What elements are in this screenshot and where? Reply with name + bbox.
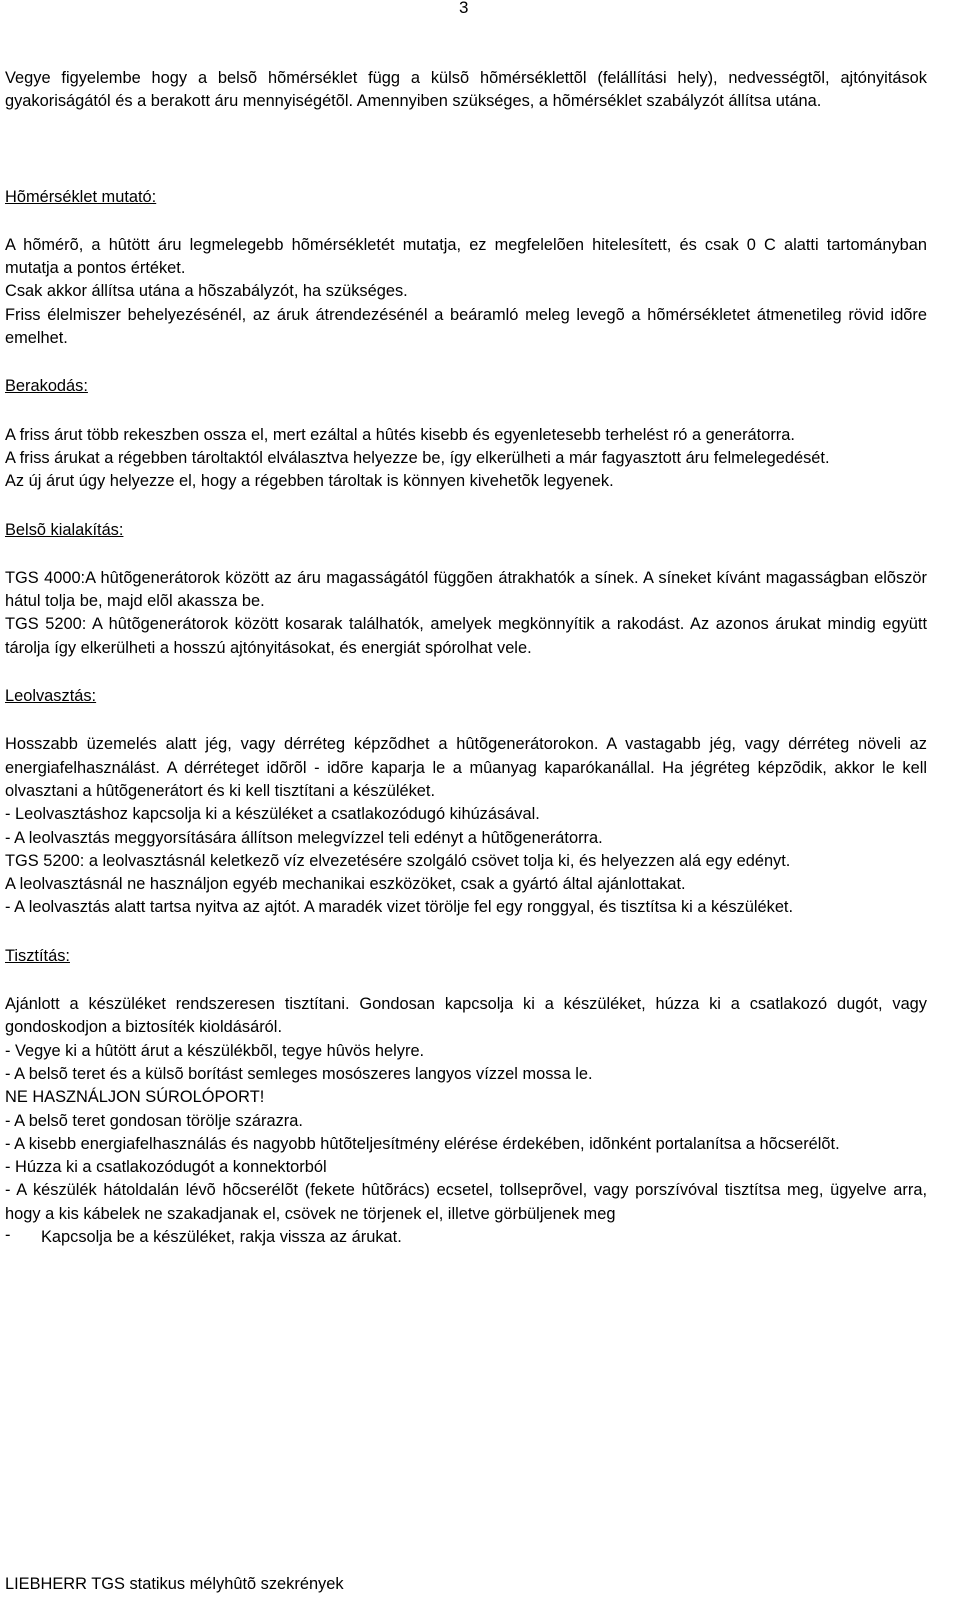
paragraph: Ajánlott a készüléket rendszeresen tisztítani. Gondosan kapcsolja ki a készüléket, húzza ki a csatlakozó dugót, vagy gondoskodjon a biztosíték kioldásáról. xyxy=(5,995,927,1037)
paragraph: - A leolvasztás meggyorsítására állítson melegvízzel teli edényt a hûtõgenerátorra. xyxy=(5,828,603,847)
document-body xyxy=(5,67,927,1249)
paragraph: - A belsõ teret és a külsõ borítást semleges mosószeres langyos vízzel mossa le. xyxy=(5,1064,593,1083)
section-heading-defrosting: Leolvasztás: xyxy=(5,687,97,706)
page-footer: LIEBHERR TGS statikus mélyhûtõ szekrények xyxy=(5,1575,344,1593)
paragraph: A friss árukat a régebben tároltaktól elválasztva helyezze be, így elkerülheti a már fagyasztott áru felmelegedését. xyxy=(5,448,830,467)
paragraph: TGS 5200: A hûtõgenerátorok között kosarak találhatók, amelyek megkönnyítik a rakodást. Az azonos árukat mindig együtt tárolja így elkerülheti a hosszú ajtónyitásokat, és energiát spórolhat vele. xyxy=(5,615,927,657)
list-dash: - xyxy=(5,1225,11,1244)
warning-text: NE HASZNÁLJON SÚROLÓPORT! xyxy=(5,1088,265,1107)
section-heading-interior: Belsõ kialakítás: xyxy=(5,520,124,539)
paragraph: - A kisebb energiafelhasználás és nagyobb hûtõteljesítmény elérése érdekében, idõnként portalanítsa a hõcserélõt. xyxy=(5,1134,840,1153)
section-heading-cleaning: Tisztítás: xyxy=(5,946,70,965)
paragraph: Hosszabb üzemelés alatt jég, vagy dérréteg képzõdhet a hûtõgenerátorokon. A vastagabb jég, vagy dérréteg növeli az energiafelhasználást. A dérréteget idõrõl - idõre kaparja le a mûanyag kaparókanállal. Ha jégréteg képzõdik, akkor le kell olvasztani a hûtõgenerátort és ki kell tisztítani a készüléket. xyxy=(5,735,927,800)
list-item-text: Kapcsolja be a készüléket, rakja vissza az árukat. xyxy=(41,1227,402,1246)
paragraph: Csak akkor állítsa utána a hõszabályzót, ha szükséges. xyxy=(5,282,408,301)
paragraph: - Húzza ki a csatlakozódugót a konnektorból xyxy=(5,1158,327,1177)
paragraph: - Vegye ki a hûtött árut a készülékbõl, tegye hûvös helyre. xyxy=(5,1041,425,1060)
paragraph: Friss élelmiszer behelyezésénél, az áruk átrendezésénél a beáramló meleg levegõ a hõmérsékletet átmenetileg rövid idõre emelhet. xyxy=(5,305,927,348)
paragraph: TGS 5200: a leolvasztásnál keletkezõ víz elvezetésére szolgáló csövet tolja ki, és helyezzen alá egy edényt. xyxy=(5,851,791,870)
paragraph: A leolvasztásnál ne használjon egyéb mechanikai eszközöket, csak a gyártó által ajánlottakat. xyxy=(5,875,686,894)
section-heading-temperature: Hõmérséklet mutató: xyxy=(5,187,157,206)
paragraph: Az új árut úgy helyezze el, hogy a régebben tároltak is könnyen kivehetõk legyenek. xyxy=(5,472,614,491)
paragraph: - Leolvasztáshoz kapcsolja ki a készüléket a csatlakozódugó kihúzásával. xyxy=(5,805,540,824)
list-item xyxy=(5,1226,927,1249)
paragraph: A friss árut több rekeszben ossza el, mert ezáltal a hûtés kisebb és egyenletesebb terhelést ró a generátorra. xyxy=(5,425,795,444)
section-heading-loading: Berakodás: xyxy=(5,377,88,396)
paragraph: - A készülék hátoldalán lévõ hõcserélõt (fekete hûtõrács) ecsetel, tollseprõvel, vagy porszívóval tisztítsa meg, ügyelve arra, hogy a kis kábelek ne szakadjanak el, csövek ne törjenek el, illetve görbüljenek meg xyxy=(5,1181,927,1223)
page-number: 3 xyxy=(459,0,469,17)
paragraph: - A leolvasztás alatt tartsa nyitva az ajtót. A maradék vizet törölje fel egy ronggyal, és tisztítsa ki a készüléket. xyxy=(5,898,794,917)
paragraph: - A belsõ teret gondosan törölje szárazra. xyxy=(5,1111,303,1130)
paragraph: A hõmérõ, a hûtött áru legmelegebb hõmérsékletét mutatja, ez megfelelõen hitelesített, és csak 0 C alatti tartományban mutatja a pontos értéket. xyxy=(5,235,927,278)
intro-paragraph: Vegye figyelembe hogy a belsõ hõmérséklet függ a külsõ hõmérséklettõl (felállítási hely), nedvességtõl, ajtónyitások gyakoriságától és a berakott áru mennyiségétõl. Amennyiben szükséges, a hõmérséklet szabályzót állítsa utána. xyxy=(5,69,927,111)
paragraph: TGS 4000:A hûtõgenerátorok között az áru magasságától függõen átrakhatók a sínek. A síneket kívánt magasságban elõször hátul tolja be, majd elõl akassza be. xyxy=(5,568,927,611)
